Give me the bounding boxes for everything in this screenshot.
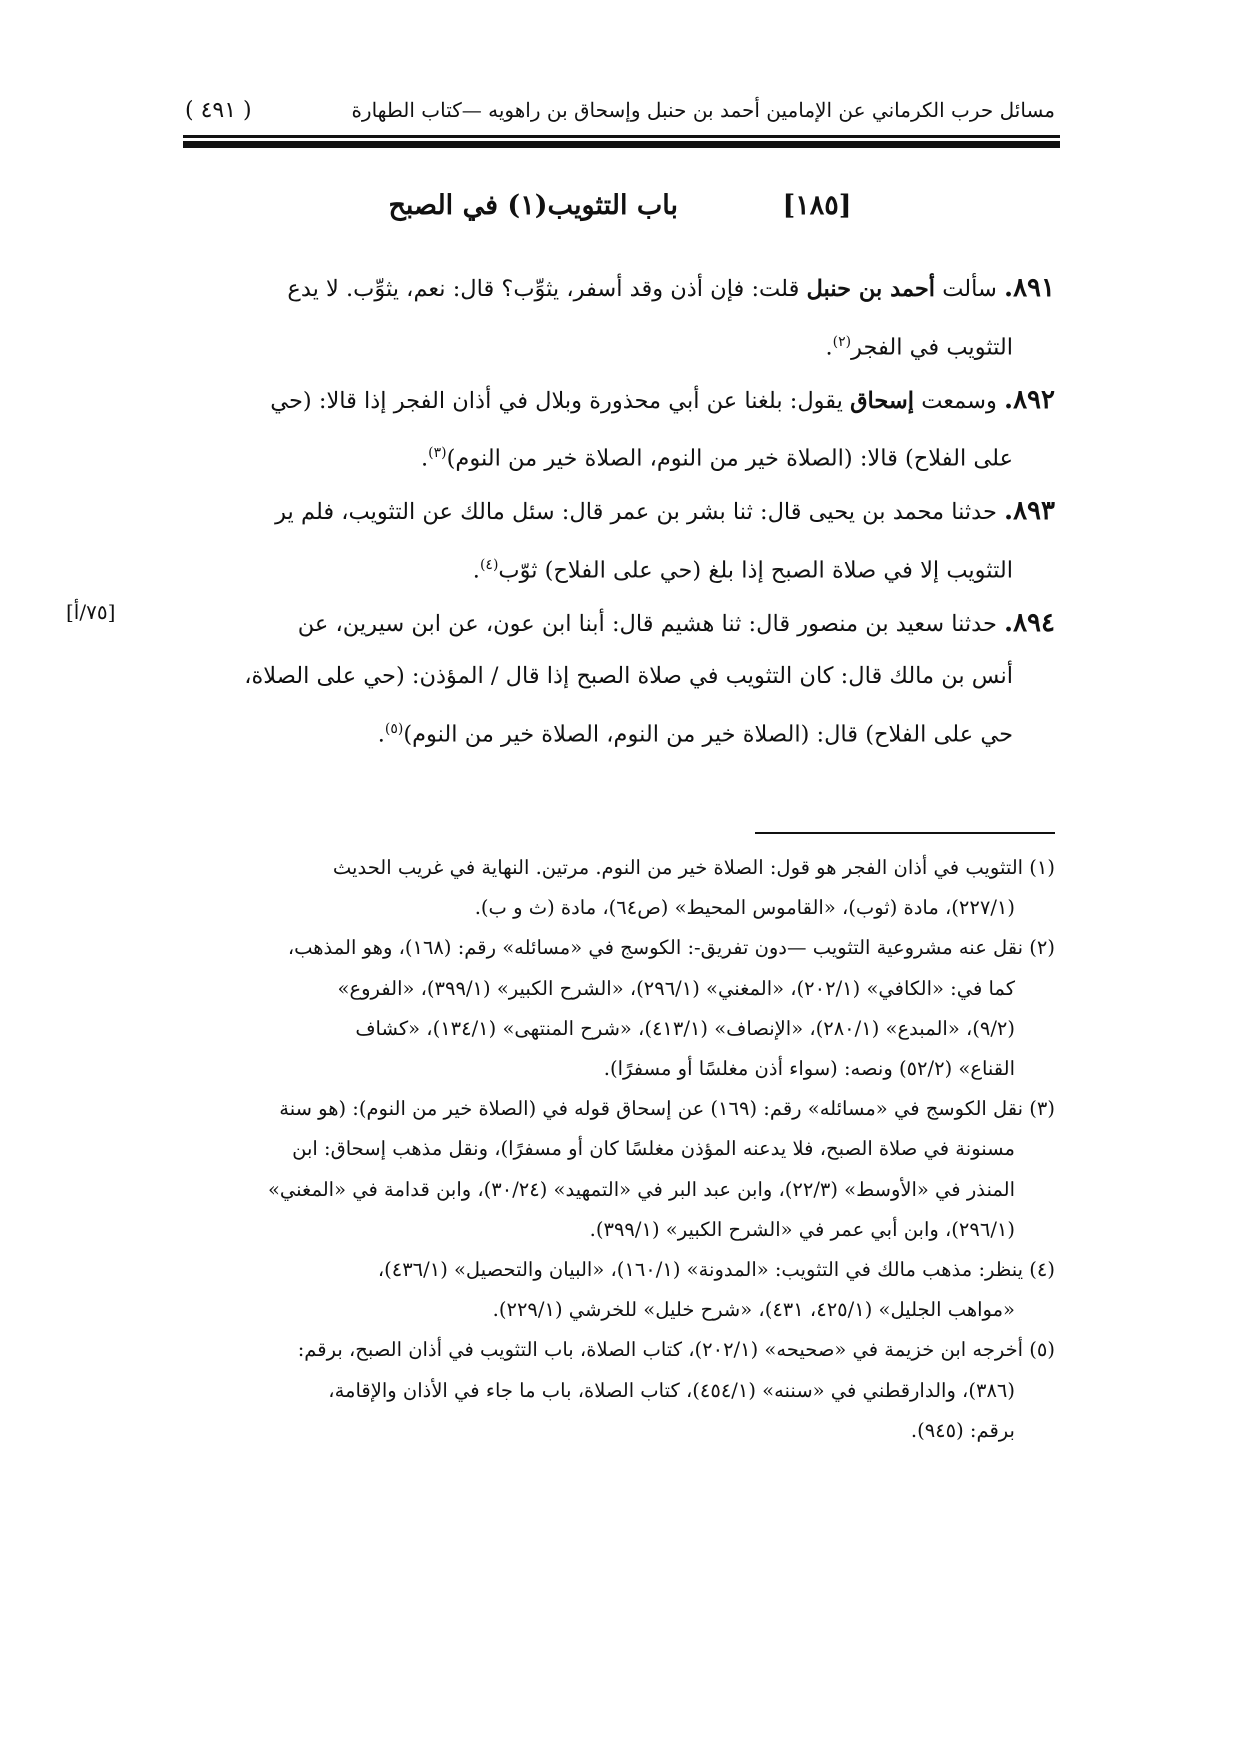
footnote-line: كما في: «الكافي» (٢٠٢/١)، «المغني» (٢٩٦/١)، «الشرح الكبير» (٣٩٩/١)، «الفروع» <box>337 976 1015 1000</box>
paragraph-891 <box>185 262 1055 374</box>
paragraph-continuation <box>185 650 1055 703</box>
footnote-line: مسنونة في صلاة الصبح، فلا يدعنه المؤذن مغلسًا كان أو مسفرًا)، ونقل مذهب إسحاق: ابن <box>292 1137 1015 1161</box>
chapter-number: [١٨٥] <box>782 190 852 221</box>
paragraph-end: . <box>825 334 833 360</box>
paragraph-number: ٨٩١. <box>1004 273 1055 303</box>
paragraph-text: قلت: فإن أذن وقد أسفر، يثوِّب؟ قال: نعم، يثوِّب. لا يدع <box>287 276 807 302</box>
paragraph-text: يقول: بلغنا عن أبي محذورة وبلال في أذان الفجر إذا قالا: (حي <box>270 387 851 414</box>
footnote-line: (٤) ينظر: مذهب مالك في التثويب: «المدونة» (١٦٠/١)، «البيان والتحصيل» (٤٣٦/١)، <box>377 1258 1055 1282</box>
paragraph-text: أنس بن مالك قال: كان التثويب في صلاة الصبح إذا قال / المؤذن: (حي على الصلاة، <box>244 663 1013 689</box>
paragraph-end: . <box>377 721 385 747</box>
paragraph-text: سألت <box>935 276 1005 302</box>
paragraph-894 <box>185 597 1055 761</box>
paragraph-text: التثويب في الفجر <box>851 334 1013 360</box>
footnote-separator <box>755 832 1055 834</box>
footnote-line: المنذر في «الأوسط» (٢٢/٣)، وابن عبد البر في «التمهيد» (٣٠/٢٤)، وابن قدامة في «المغني» <box>267 1177 1015 1201</box>
footnote-line: (٢٢٧/١)، مادة (ثوب)، «القاموس المحيط» (ص٦٤)، مادة (ث و ب). <box>474 896 1015 920</box>
paragraph-text: حدثنا سعيد بن منصور قال: ثنا هشيم قال: أبنا ابن عون، عن ابن سيرين، عن <box>297 610 1005 637</box>
footnote-line: (٢) نقل عنه مشروعية التثويب —دون تفريق-: الكوسج في «مسائله» رقم: (١٦٨)، وهو المذهب، <box>287 936 1055 960</box>
footnote-marker: (٣) <box>428 445 447 461</box>
narrator-name: إسحاق <box>850 387 915 414</box>
footnote-1 <box>185 848 1055 928</box>
paragraph-continuation <box>185 703 1055 761</box>
header-rule-thin <box>183 135 1060 138</box>
page-number: ( ٤٩١ ) <box>185 97 252 123</box>
header-rule-thick <box>183 141 1060 148</box>
main-text <box>185 262 1055 761</box>
paragraph-892 <box>185 374 1055 486</box>
footnote-line: (٢٩٦/١)، وابن أبي عمر في «الشرح الكبير» (٣٩٩/١). <box>589 1217 1015 1241</box>
paragraph-893 <box>185 485 1055 597</box>
narrator-name: أحمد بن حنبل <box>806 276 936 302</box>
paragraph-continuation <box>185 316 1055 374</box>
footnote-line: القناع» (٥٢/٢) ونصه: (سواء أذن مغلسًا أو مسفرًا). <box>603 1057 1015 1081</box>
paragraph-continuation <box>185 427 1055 485</box>
footnote-line: (٣) نقل الكوسج في «مسائله» رقم: (١٦٩) عن إسحاق قوله في (الصلاة خير من النوم): (هو سنة <box>279 1097 1055 1121</box>
paragraph-text: على الفلاح) قالا: (الصلاة خير من النوم، الصلاة خير من النوم) <box>446 445 1013 472</box>
chapter-heading <box>185 190 1055 221</box>
footnote-2 <box>185 928 1055 1089</box>
footnote-line: (١) التثويب في أذان الفجر هو قول: الصلاة خير من النوم. مرتين. النهاية في غريب الحديث <box>332 856 1055 879</box>
paragraph-continuation <box>185 539 1055 597</box>
footnote-line: «مواهب الجليل» (٤٢٥/١، ٤٣١)، «شرح خليل» للخرشي (٢٢٩/١). <box>492 1298 1015 1322</box>
paragraph-number: ٨٩٣. <box>1004 496 1055 526</box>
footnote-marker: (٤) <box>479 556 499 573</box>
paragraph-text: وسمعت <box>914 387 1005 414</box>
paragraph-text: حدثنا محمد بن يحيى قال: ثنا بشر بن عمر قال: سئل مالك عن التثويب، فلم ير <box>275 499 1005 525</box>
manuscript-folio-reference: [٧٥/أ] <box>66 600 116 624</box>
paragraph-end: . <box>421 445 429 472</box>
paragraph-text: التثويب إلا في صلاة الصبح إذا بلغ (حي على الفلاح) ثوّب <box>498 557 1013 583</box>
paragraph-number: ٨٩٢. <box>1004 384 1055 415</box>
paragraph-text: حي على الفلاح) قال: (الصلاة خير من النوم، الصلاة خير من النوم) <box>403 721 1013 747</box>
footnote-3 <box>185 1089 1055 1250</box>
header-title: مسائل حرب الكرماني عن الإمامين أحمد بن حنبل وإسحاق بن راهويه —كتاب الطهارة <box>351 98 1055 122</box>
paragraph-number: ٨٩٤. <box>1004 607 1055 638</box>
footnote-4 <box>185 1250 1055 1330</box>
running-header <box>185 90 1055 130</box>
paragraph-end: . <box>472 557 480 583</box>
chapter-title: باب التثويب(١) في الصبح <box>388 190 679 221</box>
footnote-line: (٥) أخرجه ابن خزيمة في «صحيحه» (٢٠٢/١)، كتاب الصلاة، باب التثويب في أذان الصبح، برقم: <box>297 1338 1055 1362</box>
footnote-5 <box>185 1330 1055 1451</box>
footnote-marker: (٢) <box>832 333 852 350</box>
footnotes <box>185 848 1055 1451</box>
footnote-line: (٩/٢)، «المبدع» (٢٨٠/١)، «الإنصاف» (٤١٣/١)، «شرح المنتهى» (١٣٤/١)، «كشاف <box>355 1016 1015 1040</box>
footnote-marker: (٥) <box>384 720 404 737</box>
footnote-line: برقم: (٩٤٥). <box>910 1418 1015 1442</box>
footnote-line: (٣٨٦)، والدارقطني في «سننه» (٤٥٤/١)، كتاب الصلاة، باب ما جاء في الأذان والإقامة، <box>328 1378 1015 1402</box>
